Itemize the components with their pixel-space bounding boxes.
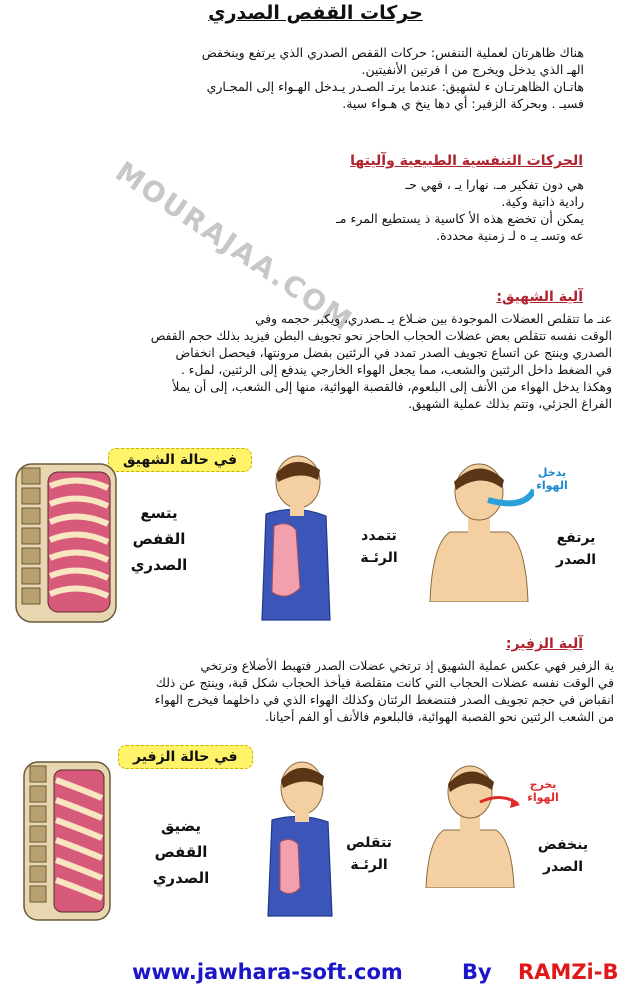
- intro-paragraph: [12, 44, 584, 112]
- paragraph-line: الصدري وينتج عن اتساع تجويف الصدر تمدد في الرئتين بفضل مرونتها، فيحصل انخفاض: [175, 346, 612, 360]
- caption-line: يرتفع: [556, 530, 596, 546]
- paragraph-line: رادية ذاتية وكية.: [501, 194, 584, 209]
- air-exits-label: [521, 778, 565, 804]
- section-heading-inhalation: آلية الشهيق:: [496, 289, 583, 305]
- exhalation-state-badge: في حالة الزفير: [118, 745, 253, 769]
- caption-line: الرئـة: [360, 550, 398, 566]
- caption-line: القفص: [154, 843, 208, 861]
- intro-line: هاتـان الظاهرتـان ء لشهيق: عندما يرتـ الصـدر يـدخل الهـواء إلى المجـاري: [206, 79, 584, 94]
- paragraph-line: انقباض في حجم تجويف الصدر فتنضغط الرئتان وكذلك الهواء الذي في داخلهما فيخرج الهواء: [154, 693, 614, 707]
- caption-line: القفص: [132, 530, 186, 548]
- caption-line: يضيق: [160, 817, 202, 835]
- caption-line: يتسع: [140, 504, 178, 522]
- inhalation-paragraph: [8, 311, 612, 413]
- boy-front-exhaling: [420, 758, 520, 888]
- paragraph-line: هي دون تفكير مـ. نهارا يـ ، فهي حـ: [405, 177, 584, 192]
- inhalation-state-badge: في حالة الشهيق: [108, 448, 252, 472]
- intro-line: فسيـ . وبحركة الزفير: أي دها ينخ ي هـواء سية.: [342, 96, 584, 111]
- page-title: حركات القفص الصدري: [208, 2, 423, 24]
- footer-website-link[interactable]: www.jawhara-soft.com: [132, 960, 403, 984]
- boy-side-lungs-contracted: [262, 758, 338, 918]
- lungs-contract-caption: [338, 832, 400, 876]
- caption-line: الصدري: [152, 869, 210, 887]
- footer-by-label: By: [462, 960, 492, 984]
- chest-rises-caption: [545, 527, 607, 571]
- paragraph-line: في الوقت نفسه عضلات الحجاب التي كانت متقلصة فيأخذ الحجاب شكل قبة، وينتج عن ذلك: [155, 676, 614, 690]
- watermark-text: MOURAJAA.COM: [109, 154, 360, 339]
- paragraph-line: عه وتسـ يـ ه لـ زمنية محددة.: [436, 228, 584, 243]
- paragraph-line: يمكن أن تخضع هذه الأ كاسية ذ يستطيع المرء مـ: [336, 211, 584, 226]
- footer-author-name: RAMZi-B: [518, 960, 619, 984]
- intro-line: الهـ الذي يدخل ويخرج من ا فرتين الأنفيتين.: [361, 62, 584, 77]
- section-heading-natural-movements: الحركات التنفسية الطبيعية وآليتها: [350, 153, 583, 169]
- caption-line: الرئـة: [350, 857, 388, 873]
- ribcage-contracted-illustration: [22, 758, 114, 924]
- lungs-expand-caption: [348, 525, 410, 569]
- caption-line: الهواء: [527, 791, 559, 804]
- paragraph-line: الفراغ الجزئي، وتتم بذلك عملية الشهيق.: [408, 397, 612, 411]
- caption-line: يخرج: [529, 778, 557, 791]
- paragraph-line: في الضغط داخل الرئتين والشعب، مما يجعل الهواء الخارجي يندفع إلى الرئتين، لملء .: [181, 363, 612, 377]
- caption-line: الهواء: [536, 479, 568, 492]
- intro-line: هناك ظاهرتان لعملية التنفس: حركات القفص الصدري الذي يرتفع وينخفض: [201, 45, 584, 60]
- ribcage-narrows-caption: [146, 813, 216, 891]
- paragraph-line: وهكذا يدخل الهواء من الأنف إلى البلعوم، فالقصبة الهوائية، منها إلى الشعب، إلى أن يملأ: [172, 380, 612, 394]
- boy-side-lungs-expanded: [256, 452, 336, 622]
- ribcage-expands-caption: [128, 500, 190, 578]
- caption-line: تتقلص: [346, 835, 392, 851]
- exhalation-paragraph: [10, 658, 614, 726]
- air-enters-label: [532, 466, 572, 492]
- caption-line: يدخل: [537, 466, 567, 479]
- caption-line: الصدري: [130, 556, 188, 574]
- paragraph-line: من الشعب الرئتين نحو القصبة الهوائية، فالبلعوم فالأنف أو الفم أحيانا.: [265, 710, 614, 724]
- paragraph-line: عنـ ما تتقلص العضلات الموجودة بين ضـلاع يـ ـصدري، ويكبر حجمه وفي: [255, 312, 612, 326]
- caption-line: ينخفض: [537, 837, 589, 853]
- paragraph-line: ية الزفير فهي عكس عملية الشهيق إذ ترتخي عضلات الصدر فتهبط الأضلاع وترتخي: [200, 659, 614, 673]
- chest-lowers-caption: [528, 834, 598, 878]
- caption-line: تتمدد: [361, 528, 397, 544]
- section-heading-exhalation: آلية الزفير:: [505, 636, 583, 652]
- paragraph-line: الوقت نفسه تتقلص بعض عضلات الحجاب الحاجز نحو تجويف البطن فيزيد بذلك حجم القفص: [150, 329, 612, 343]
- ribcage-expanded-illustration: [14, 458, 122, 626]
- boy-front-inhaling: [424, 452, 534, 602]
- natural-movements-paragraph: [18, 176, 584, 244]
- caption-line: الصدر: [543, 859, 583, 875]
- caption-line: الصدر: [556, 552, 596, 568]
- footer: [0, 958, 631, 988]
